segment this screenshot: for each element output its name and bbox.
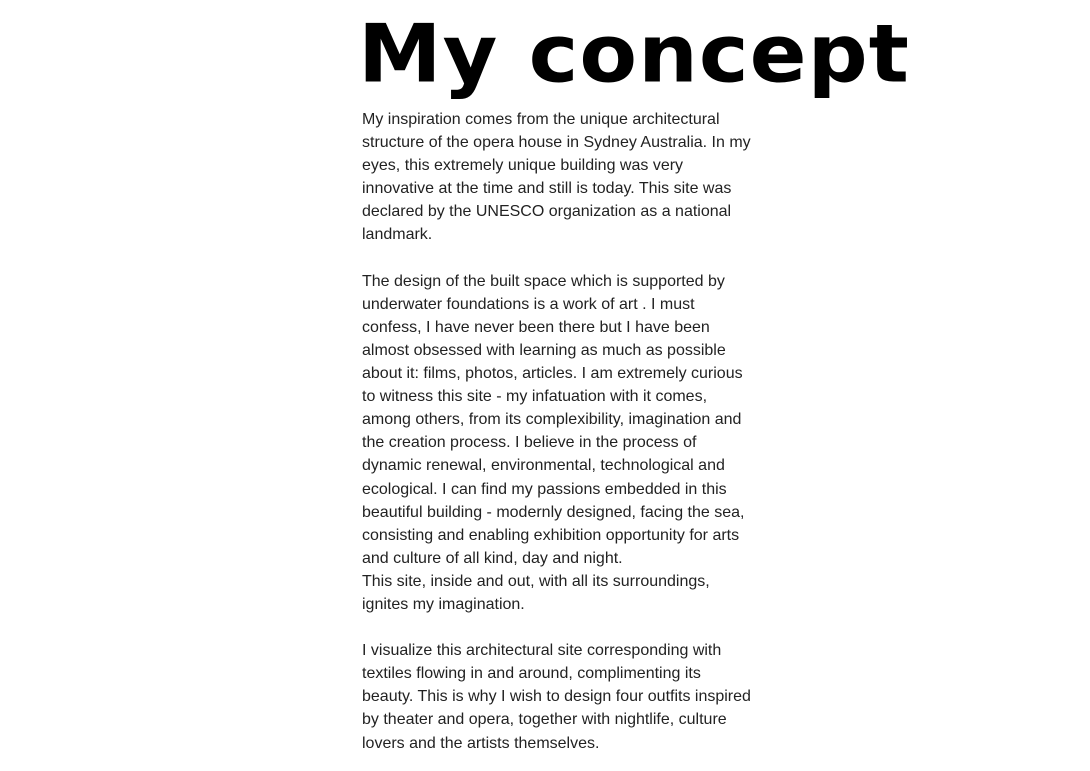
concept-text <box>362 108 802 755</box>
paragraph-inspiration: My inspiration comes from the unique architectural structure of the opera house in Sydney Australia. In my eyes, this extremely unique building was very innovative at the time and still is today. This site was declared by the UNESCO organization as a national landmark. <box>362 111 751 244</box>
paragraph-design: The design of the built space which is supported by underwater foundations is a work of art . I must confess, I have never been there but I have been almost obsessed with learning as much as possible about it: films, photos, articles. I am extremely curious to witness this site - my infatuation with it comes, among others, from its complexibility, imagination and the creation process. I believe in the process of dynamic renewal, environmental, technological and ecological. I can find my passions embedded in this beautiful building - modernly designed, facing the sea, consisting and enabling exhibition opportunity for arts and culture of all kind, day and night. <box>362 272 745 567</box>
page-title: My concept <box>358 6 910 101</box>
paragraph-imagination: This site, inside and out, with all its surroundings, ignites my imagination. <box>362 572 710 613</box>
paragraph-vision: I visualize this architectural site corresponding with textiles flowing in and around, complimenting its beauty. This is why I wish to design four outfits inspired by theater and opera, together with nightlife, culture lovers and the artists themselves. <box>362 642 751 752</box>
